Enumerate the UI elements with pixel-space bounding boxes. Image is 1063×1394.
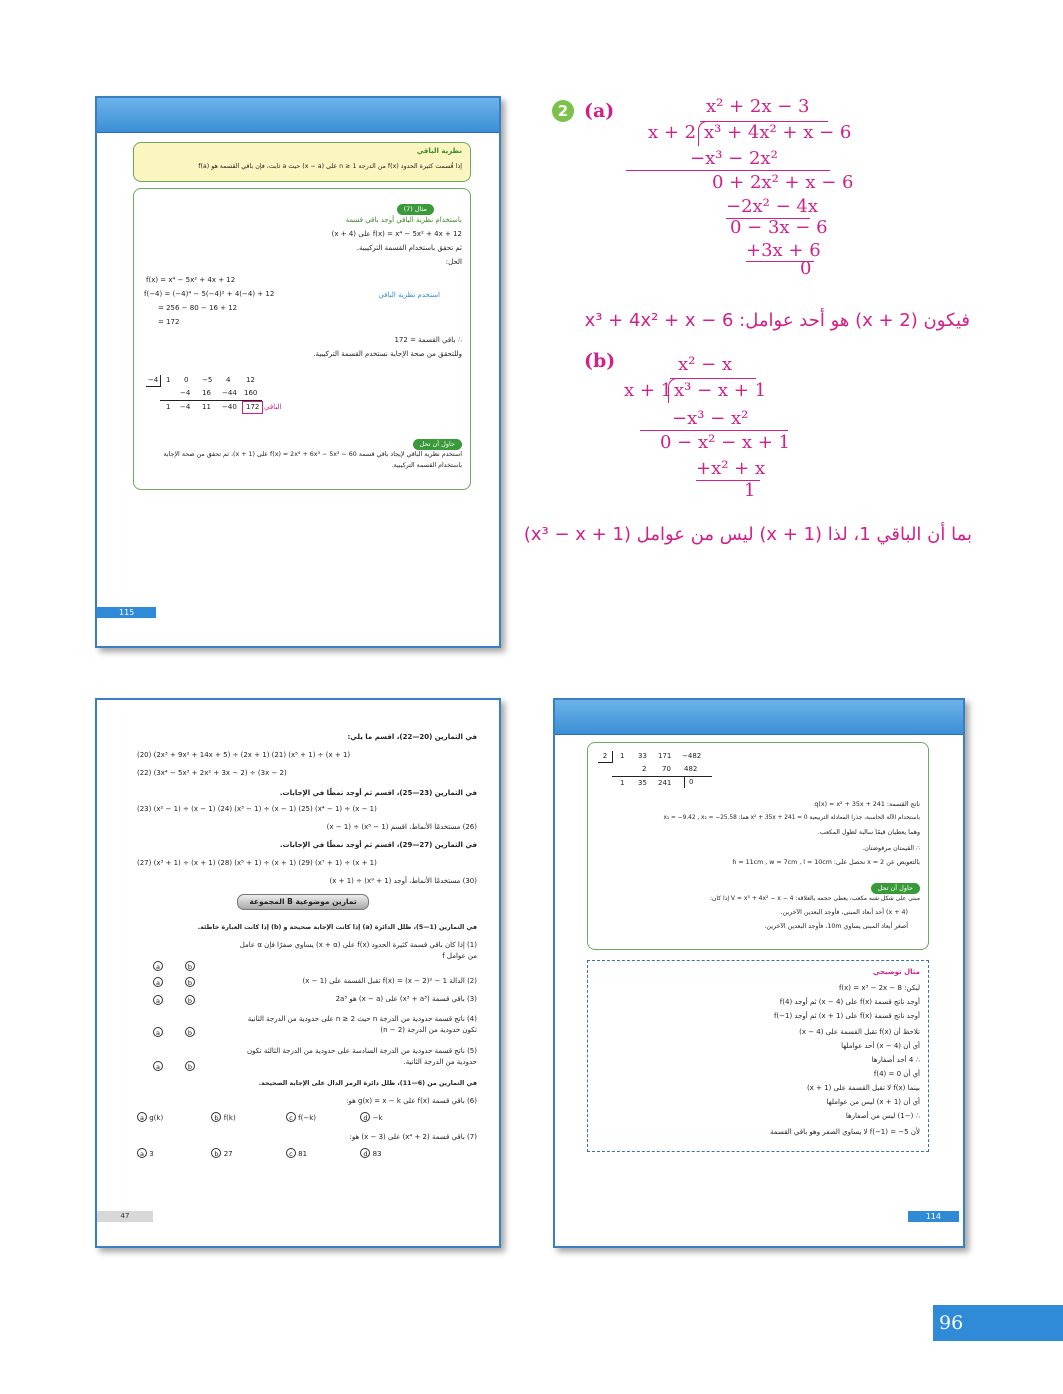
synth-cell: −482 xyxy=(682,752,702,760)
answer-bubble-a[interactable]: a xyxy=(153,1027,163,1037)
example-line: أي أن (x − 4) أحد عواملها xyxy=(841,1042,920,1050)
theorem-title: نظرية الباقي xyxy=(416,147,462,155)
solution-line: ∴ القيمتان مرفوضتان. xyxy=(862,845,920,852)
synth-cell: 2 xyxy=(598,751,613,763)
tf-item: (2) الدالة f(x) = (x − 2)² − 1 تقبل القسمة على (x − 1) xyxy=(302,977,477,985)
synth-cell: 2 xyxy=(642,765,647,773)
b-conclusion: بما أن الباقي 1، لذا (x + 1) ليس من عوامل (x³ − x + 1) xyxy=(523,524,972,545)
synth-cell: 1 xyxy=(166,376,171,384)
mc-question: (6) باقي قسمة f(x) على g(x) = x − k هو: xyxy=(346,1097,477,1105)
solution-line: بالتعويض عن x = 2 نحصل على: h = 11cm , w = 7cm , l = 10cm xyxy=(732,859,920,866)
answer-bubble-b[interactable]: b xyxy=(185,1027,195,1037)
illustrative-example-box xyxy=(587,960,929,1152)
exercise-line: (26) مستخدمًا الأنماط، اقسم (x⁵ − 1) ÷ (x − 1) xyxy=(326,823,477,831)
page-thumbnail-114 xyxy=(553,698,965,1248)
synth-cell: 1 xyxy=(620,752,625,760)
exercise-line: (30) مستخدمًا الأنماط، أوجد (x⁹ + 1) ÷ (x + 1) xyxy=(329,877,477,885)
synth-cell: −4 xyxy=(146,375,161,387)
b-step4: 1 xyxy=(744,480,756,501)
b-step1: −x³ − x² xyxy=(672,408,749,429)
choice-text: −k xyxy=(372,1114,383,1122)
solution-line: f(x) = x⁴ − 5x² + 4x + 12 xyxy=(146,276,236,284)
try-label: حاول أن تحل xyxy=(871,883,921,894)
synth-cell: 11 xyxy=(202,403,211,411)
example-line: باستخدام نظرية الباقي أوجد باقي قسمة xyxy=(345,216,462,224)
a-quotient: x² + 2x − 3 xyxy=(706,96,810,117)
exercise-line: (23) (x² − 1) ÷ (x − 1) (24) (x³ − 1) ÷ (x − 1) (25) (x⁴ − 1) ÷ (x − 1) xyxy=(137,805,377,813)
choice-text: f(k) xyxy=(223,1114,236,1122)
mc-question: (7) باقي قسمة (x⁴ + 2) على (x − 3) هو: xyxy=(349,1133,477,1141)
example-line: أوجد ناتج قسمة f(x) على (x + 1) ثم أوجد f(−1) xyxy=(773,1012,920,1020)
synth-cell: 4 xyxy=(226,376,231,384)
answer-bubble-b[interactable]: b xyxy=(185,977,195,987)
theorem-statement: إذا قُسمت كثيرة الحدود f(x) من الدرجة n ≥ 1 على (x − a) حيث a ثابت، فإن باقي القسمة هو f(a) xyxy=(198,163,462,170)
answer-area xyxy=(523,90,1040,570)
example-line: أوجد ناتج قسمة f(x) على (x − 4) ثم أوجد f(4) xyxy=(779,998,920,1006)
part-b-label: (b) xyxy=(584,350,616,372)
choice-text: f(−k) xyxy=(298,1114,317,1122)
a-step1: −x³ − 2x² xyxy=(690,148,778,169)
synth-cell: 1 xyxy=(620,779,625,787)
solution-line: ناتج القسمة: q(x) = x² + 35x + 241 xyxy=(814,801,920,808)
choice-text: 27 xyxy=(223,1150,233,1158)
mc-intro: في التمارين من (6—11)، ظلل دائرة الرمز الدال على الإجابة الصحيحة. xyxy=(258,1080,477,1087)
answer-bubble-a[interactable]: a xyxy=(153,1061,163,1071)
page-banner xyxy=(555,700,963,735)
tf-item: (4) ناتج قسمة حدودية من الدرجة n حيث n ≥ 2 على حدودية من الدرجة الثانية تكون حدودية من الدرجة (n − 2) xyxy=(247,1015,477,1034)
try-line: أصغر أبعاد المبنى يساوي 10m، فأوجد البعدين الآخرين. xyxy=(764,923,908,930)
answer-bubble-b[interactable]: b xyxy=(185,995,195,1005)
theorem-box xyxy=(133,142,471,182)
solution-box xyxy=(587,742,929,950)
try-line: مبنى على شكل شبه مكعب، يعطى حجمه بالعلاقة: V = x³ + 4x² − x − 4 إذا كان: xyxy=(709,895,920,902)
exercise-line: في التمارين (20—22)، اقسم ما يلي: xyxy=(347,733,477,741)
b-divisor: x + 1 xyxy=(624,380,673,401)
part-a-label: (a) xyxy=(584,100,615,122)
answer-bubble-a[interactable]: a xyxy=(153,977,163,987)
page-number-badge: 96 xyxy=(933,1305,1063,1341)
b-dividend: x³ − x + 1 xyxy=(674,380,767,401)
tf-item: (3) باقي قسمة (x³ + a³) على (x − a) هو 2a³ xyxy=(335,995,477,1003)
exercise-line: (22) (3x⁴ − 5x³ + 2x² + 3x − 2) ÷ (3x − 2) xyxy=(137,769,287,777)
page-thumbnail-47 xyxy=(95,698,501,1248)
a-step6: 0 xyxy=(800,258,812,279)
exercise-line: (27) (x³ + 1) ÷ (x + 1) (28) (x⁵ + 1) ÷ (x + 1) (29) (x⁷ + 1) ÷ (x + 1) xyxy=(137,859,377,867)
solution-line: باستخدام الآلة الحاسبة، جذرا المعادلة التربيعية x² + 35x + 241 = 0 هما: x₁ ≈ −9.42 , x₂ ≈ −25.58 xyxy=(663,815,920,821)
a-dividend: x³ + 4x² + x − 6 xyxy=(704,122,852,143)
synth-cell: 482 xyxy=(684,765,698,773)
synth-cell: 0 xyxy=(684,777,693,788)
example-line: ∴ 4 أحد أصفارها xyxy=(871,1056,920,1064)
hint-text: استخدم نظرية الباقي xyxy=(378,291,440,299)
example-line: ثم تحقق باستخدام القسمة التركيبية. xyxy=(356,244,462,252)
answer-bubble-b[interactable]: b xyxy=(185,1061,195,1071)
answer-bubble-a[interactable]: a xyxy=(153,961,163,971)
example-label: مثال (7) xyxy=(397,204,434,215)
solution-line: وهما يعطيان قيمًا سالبة لطول المكعب. xyxy=(817,829,920,836)
tf-intro: في التمارين (1—5)، ظلل الدائرة (a) إذا كانت الإجابة صحيحة و (b) إذا كانت العبارة خاطئة. xyxy=(197,924,477,931)
page-number-label: 115 xyxy=(97,607,156,618)
exercise-line: (20) (2x³ + 9x² + 14x + 5) ÷ (2x + 1) (21) (x⁵ + 1) ÷ (x + 1) xyxy=(137,751,351,759)
choice-bubble-c[interactable]: c xyxy=(286,1148,296,1158)
choice-bubble-c[interactable]: c xyxy=(286,1112,296,1122)
answer-bubble-a[interactable]: a xyxy=(153,995,163,1005)
try-label: حاول أن تحل xyxy=(413,439,463,450)
choice-text: 81 xyxy=(298,1150,308,1158)
try-line: (x + 4) أحد أبعاد المبنى، فأوجد البعدين الآخرين. xyxy=(780,909,908,916)
a-divisor: x + 2 xyxy=(648,122,697,143)
synth-cell: −4 xyxy=(180,403,191,411)
example-line: بينما f(x) لا تقبل القسمة على (x + 1) xyxy=(806,1084,920,1092)
page-number-label: 114 xyxy=(908,1211,959,1222)
example-line: أي أن (x + 1) ليس من عواملها xyxy=(826,1098,920,1106)
choice-bubble-a[interactable]: a xyxy=(137,1148,147,1158)
solution-line: = 256 − 80 − 16 + 12 xyxy=(158,304,238,312)
synth-cell: 171 xyxy=(658,752,672,760)
group-b-title: المجموعة B تمارين موضوعية xyxy=(237,894,369,910)
synth-cell: −4 xyxy=(180,389,191,397)
synthetic-division-table xyxy=(598,751,718,791)
synth-cell: 0 xyxy=(184,376,189,384)
b-step3: +x² + x xyxy=(696,458,766,479)
choice-bubble-d[interactable]: d xyxy=(360,1148,370,1158)
choice-text: 83 xyxy=(372,1150,382,1158)
synth-cell: 33 xyxy=(638,752,647,760)
b-quotient: x² − x xyxy=(678,354,733,375)
page-thumbnail-115 xyxy=(95,96,501,648)
choice-bubble-d[interactable]: d xyxy=(360,1112,370,1122)
example-line: أي أن f(4) = 0 xyxy=(873,1070,920,1078)
a-step5: +3x + 6 xyxy=(746,240,821,261)
answer-bubble-b[interactable]: b xyxy=(185,961,195,971)
synth-cell: 16 xyxy=(202,389,211,397)
example-title: مثال توضيحي xyxy=(872,968,920,976)
choice-bubble-a[interactable]: a xyxy=(137,1112,147,1122)
example-box xyxy=(133,188,471,490)
b-step2: 0 − x² − x + 1 xyxy=(660,432,790,453)
synth-cell: −44 xyxy=(222,389,237,397)
choice-text: 3 xyxy=(149,1150,154,1158)
exercise-line: في التمارين (23—25)، اقسم ثم أوجد نمطًا في الإجابات. xyxy=(279,789,477,797)
solution-line: = 172 xyxy=(158,318,180,326)
try-text: استخدم نظرية الباقي لإيجاد باقي قسمة f(x) = 2x⁴ + 6x³ − 5x² − 60 على (x + 1)، ثم تحقق من صحة الإجابة باستخدام القسمة التركيبية. xyxy=(163,451,462,469)
a-step2: 0 + 2x² + x − 6 xyxy=(712,172,854,193)
synth-cell: 70 xyxy=(662,765,671,773)
exercise-line: في التمارين (27—29)، اقسم ثم أوجد نمطًا في الإجابات. xyxy=(279,841,477,849)
remainder-label: الباقي xyxy=(264,403,282,411)
page-number-label: 47 xyxy=(97,1211,153,1222)
synthetic-division-table xyxy=(146,375,286,419)
result-line: ∴ باقي القسمة = 172 xyxy=(394,336,462,344)
synth-remainder: 172 xyxy=(242,401,263,414)
synth-cell: 241 xyxy=(658,779,672,787)
synth-cell: −40 xyxy=(222,403,237,411)
example-line: لأن f(−1) = −5 لا يساوي الصفر وهو باقي القسمة xyxy=(770,1128,920,1136)
synth-cell: 160 xyxy=(244,389,258,397)
choice-text: g(k) xyxy=(149,1114,164,1122)
synth-cell: −5 xyxy=(202,376,213,384)
tf-item: (1) إذا كان باقي قسمة كثيرة الحدود f(x) على (x + α) يساوي صفرًا فإن α عامل من عوامل f xyxy=(239,941,477,960)
a-conclusion: فيكون (x + 2) هو أحد عوامل: x³ + 4x² + x − 6 xyxy=(584,310,970,331)
example-line: الحل: xyxy=(445,258,462,266)
page-banner xyxy=(97,98,499,133)
example-line: تلاحظ أن f(x) تقبل القسمة على (x − 4) xyxy=(799,1028,920,1036)
example-line: ليكن: f(x) = x³ − 2x − 8 xyxy=(838,984,920,992)
tf-item: (5) ناتج قسمة حدودية من الدرجة السادسة على حدودية من الدرجة الثالثة تكون حدودية من الدرجة الثانية. xyxy=(247,1047,477,1066)
synth-cell: 1 xyxy=(166,403,171,411)
example-line: f(x) = x⁴ − 5x² + 4x + 12 على (x + 4) xyxy=(331,230,462,238)
synth-cell: 12 xyxy=(246,376,255,384)
verify-line: وللتحقق من صحة الإجابة نستخدم القسمة التركيبية. xyxy=(313,350,462,358)
synth-cell: 35 xyxy=(638,779,647,787)
solution-line: f(−4) = (−4)⁴ − 5(−4)² + 4(−4) + 12 xyxy=(144,290,275,298)
a-step3: −2x² − 4x xyxy=(726,196,819,217)
answer-number-badge: 2 xyxy=(552,100,574,122)
choice-bubble-b[interactable]: b xyxy=(211,1112,221,1122)
a-step4: 0 − 3x − 6 xyxy=(730,217,828,238)
choice-bubble-b[interactable]: b xyxy=(211,1148,221,1158)
example-line: ∴ (−1) ليس من أصفارها xyxy=(845,1112,920,1120)
